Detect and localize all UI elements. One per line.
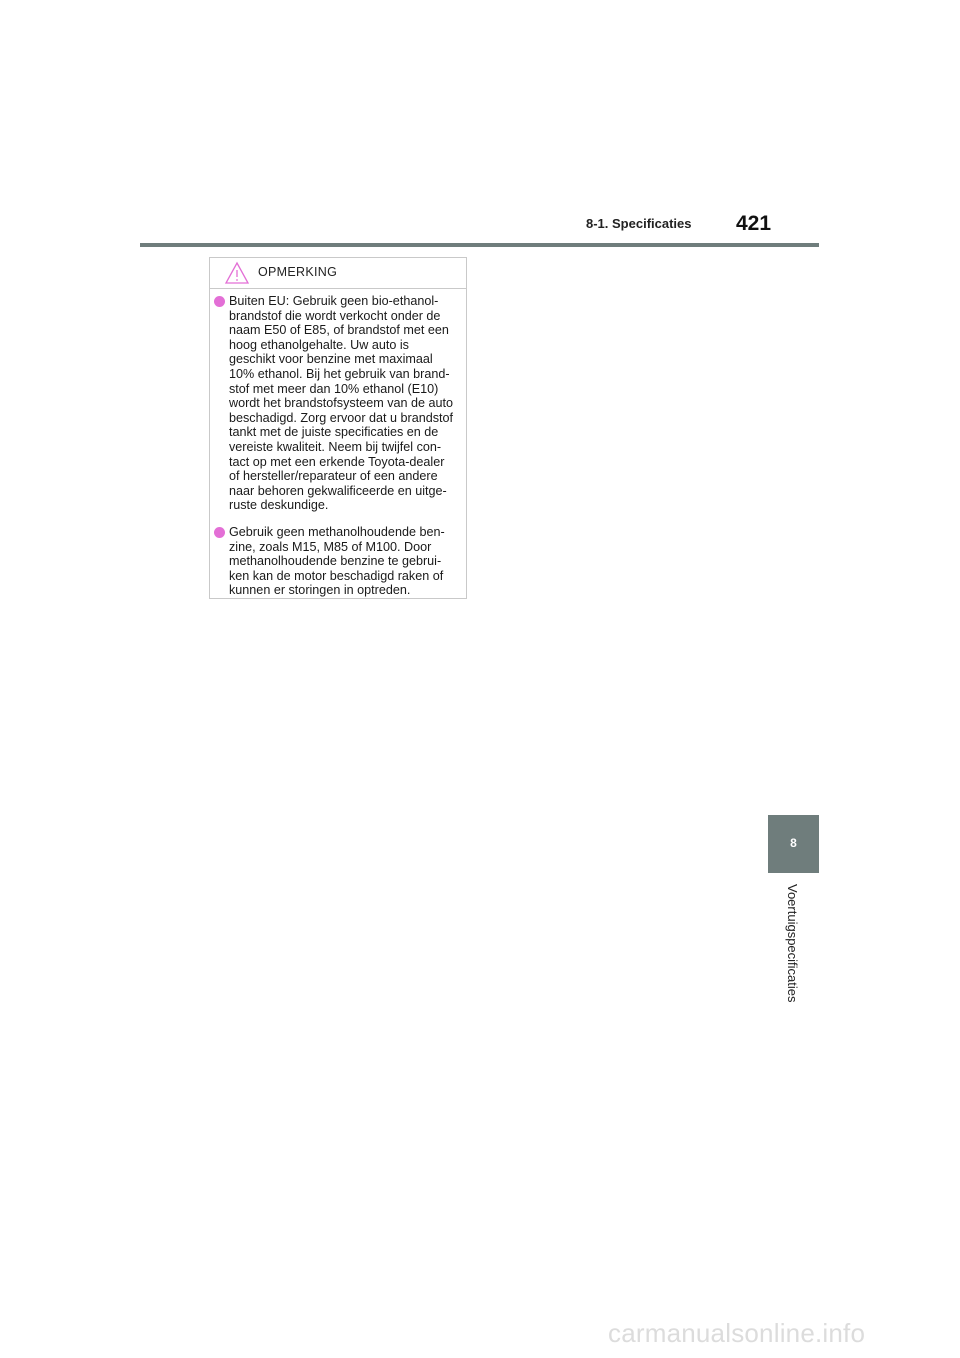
header-rule [140, 243, 819, 247]
notice-header [210, 258, 466, 289]
notice-title: OPMERKING [258, 265, 338, 279]
notice-text-line: naar behoren gekwalificeerde en uitge- [229, 483, 447, 498]
notice-text-line: beschadigd. Zorg ervoor dat u brandstof [229, 410, 454, 425]
notice-text-line: tankt met de juiste specificaties en de [229, 425, 439, 440]
notice-text-line: brandstof die wordt verkocht onder de [229, 308, 441, 323]
chapter-number: 8 [790, 836, 797, 850]
notice-text-line: naam E50 of E85, of brandstof met een [229, 323, 449, 338]
notice-text-line: tact op met een erkende Toyota-dealer [229, 454, 445, 469]
bullet-icon [214, 296, 225, 307]
notice-text-line: wordt het brandstofsysteem van de auto [229, 396, 454, 411]
section-title: 8-1. Specificaties [586, 216, 692, 231]
bullet-icon [214, 527, 225, 538]
notice-text-line: ruste deskundige. [229, 498, 329, 513]
chapter-label: Voertuigspecificaties [785, 884, 800, 1003]
notice-text-line: of hersteller/reparateur of een andere [229, 469, 438, 484]
page-number: 421 [736, 212, 772, 235]
watermark: carmanualsonline.info [608, 1318, 866, 1348]
notice-list [210, 294, 466, 610]
notice-text-line: kunnen er storingen in optreden. [229, 583, 411, 598]
chapter-tab [768, 815, 819, 873]
notice-text-line: methanolhoudende benzine te gebrui- [229, 554, 442, 569]
notice-text-line: stof met meer dan 10% ethanol (E10) [229, 381, 439, 396]
notice-list-item [210, 525, 466, 598]
notice-text-line: ken kan de motor beschadigd raken of [229, 568, 444, 583]
notice-text-line: vereiste kwaliteit. Neem bij twijfel con- [229, 439, 442, 454]
notice-text-line: 10% ethanol. Bij het gebruik van brand- [229, 366, 450, 381]
notice-text-line: geschikt voor benzine met maximaal [229, 352, 433, 367]
notice-box [209, 257, 467, 599]
notice-list-item [210, 294, 466, 513]
notice-text-line: hoog ethanolgehalte. Uw auto is [229, 337, 409, 352]
notice-text-line: Buiten EU: Gebruik geen bio-ethanol- [229, 294, 439, 308]
notice-text-line: Gebruik geen methanolhoudende ben- [229, 524, 445, 539]
notice-text-line: zine, zoals M15, M85 of M100. Door [229, 539, 432, 554]
warning-triangle-icon [224, 261, 250, 285]
